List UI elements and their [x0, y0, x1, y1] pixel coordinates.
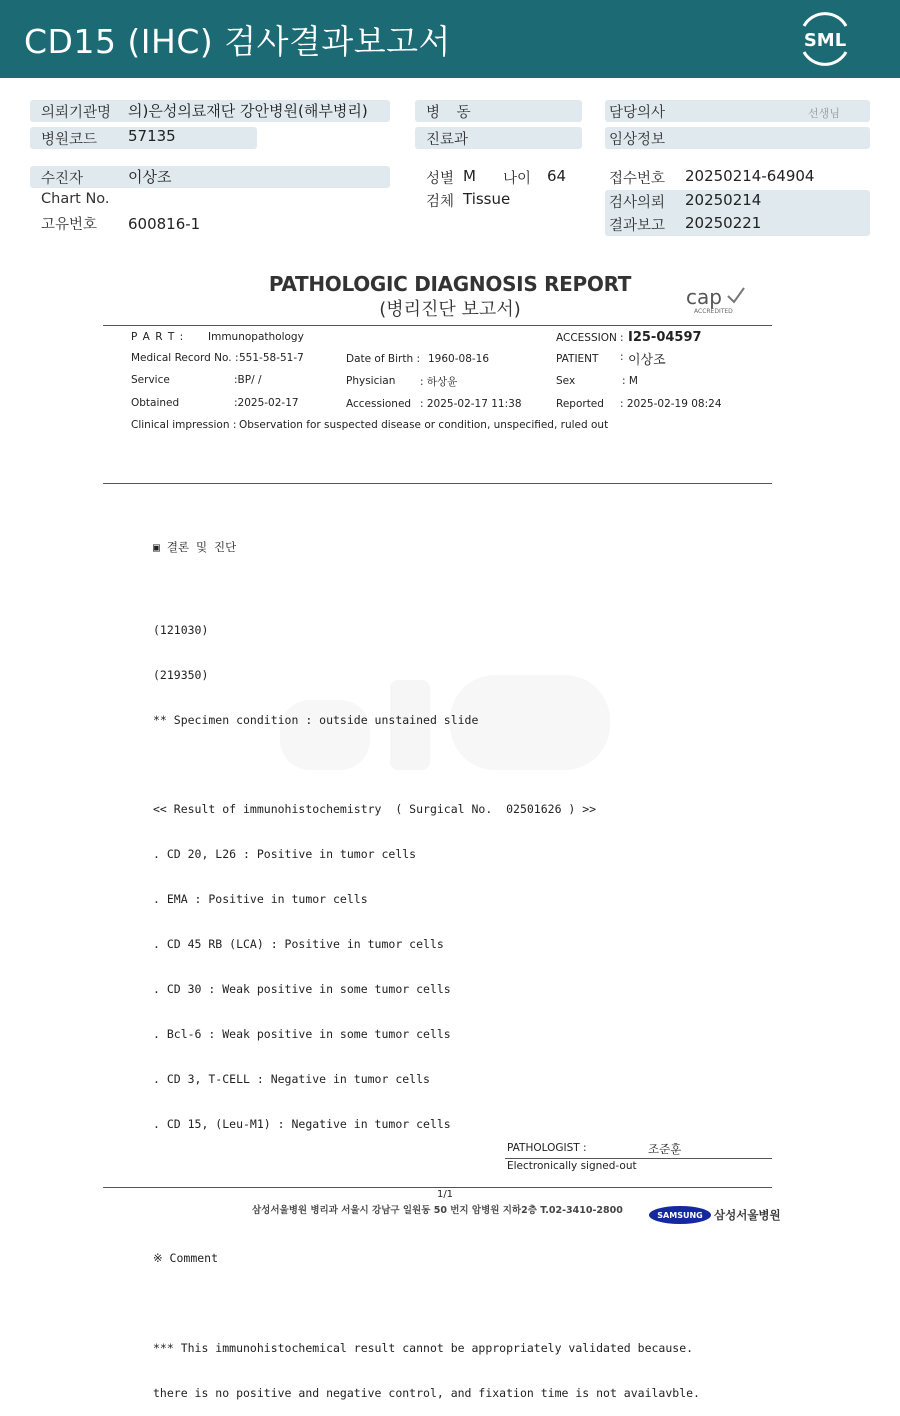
dob-label: Date of Birth :	[346, 353, 420, 365]
institution-label: 의뢰기관명	[41, 105, 112, 121]
body-line	[153, 1296, 700, 1311]
unique-no-value: 600816-1	[128, 215, 201, 233]
physician-label: Physician	[346, 375, 396, 387]
specimen-value: Tissue	[463, 190, 511, 208]
report-sex-label: Sex	[556, 375, 576, 387]
body-line: *** This immunohistochemical result cannot be appropriately validated because.	[153, 1341, 694, 1355]
accession-label: ACCESSION	[556, 332, 617, 344]
cap-accredited-text: ACCREDITED	[694, 308, 733, 315]
report-top-rule	[103, 325, 772, 326]
report-patient-label: PATIENT	[556, 353, 599, 365]
obtained-label: Obtained	[131, 397, 180, 409]
body-line: ▣ 결론 및 진단	[153, 540, 237, 554]
doctor-label: 담당의사	[609, 105, 666, 121]
body-line: . CD 20, L26 : Positive in tumor cells	[153, 847, 417, 861]
pathologist-label: PATHOLOGIST :	[507, 1142, 587, 1154]
patient-row	[30, 166, 390, 188]
body-line: . EMA : Positive in tumor cells	[153, 892, 368, 906]
body-line: (219350)	[153, 668, 209, 682]
request-date-value: 20250214	[685, 191, 762, 209]
institution-value: 의)은성의료재단 강안병원(해부병리)	[128, 102, 368, 120]
body-line	[153, 758, 700, 772]
body-line: ※ Comment	[153, 1251, 219, 1265]
accessioned-label: Accessioned	[346, 398, 412, 410]
hospital-logo-text: 삼성서울병원	[714, 1208, 781, 1222]
samsung-logo-icon	[648, 1204, 712, 1226]
report-header	[0, 0, 900, 78]
sex-label: 성별	[426, 171, 455, 187]
specimen-label: 검체	[426, 194, 455, 210]
body-line: . CD 30 : Weak positive in some tumor cells	[153, 982, 451, 996]
sml-logo-text: SML	[803, 30, 847, 51]
report-subtitle: (병리진단 보고서)	[379, 299, 521, 320]
result-date-label: 결과보고	[609, 218, 666, 234]
hospital-code-value: 57135	[128, 127, 176, 145]
patient-label: 수진자	[41, 171, 84, 187]
body-line: . Bcl-6 : Weak positive in some tumor cells	[153, 1027, 451, 1041]
accessioned-value: : 2025-02-17 11:38	[420, 398, 522, 410]
footer-address: 삼성서울병원 병리과 서울시 강남구 일원동 50 번지 암병원 지하2층 T.02-3410-2800	[252, 1205, 623, 1216]
signature-rule	[505, 1158, 772, 1159]
sml-logo-icon	[796, 12, 854, 66]
cap-accredited-icon	[684, 284, 748, 316]
body-line: . CD 45 RB (LCA) : Positive in tumor cells	[153, 937, 444, 951]
report-mid-rule	[103, 483, 772, 484]
receipt-no-label: 접수번호	[609, 171, 666, 187]
signed-out-text: Electronically signed-out	[507, 1160, 637, 1172]
body-line: there is no positive and negative control, and fixation time is not availavble.	[153, 1386, 700, 1400]
report-sex-value: : M	[622, 375, 638, 387]
mrn-label: Medical Record No. :	[131, 352, 239, 364]
clinical-impression-label: Clinical impression :	[131, 419, 237, 431]
part-label: P A R T :	[131, 331, 185, 343]
unique-no-label: 고유번호	[41, 217, 98, 233]
part-value: Immunopathology	[208, 331, 304, 343]
body-line: << Result of immunohistochemistry ( Surgical No. 02501626 ) >>	[153, 802, 597, 816]
document-title: CD15 (IHC) 검사결과보고서	[24, 22, 451, 61]
dob-value: 1960-08-16	[428, 353, 490, 365]
result-date-value: 20250221	[685, 214, 762, 232]
request-date-label: 검사의뢰	[609, 195, 666, 211]
receipt-no-value: 20250214-64904	[685, 167, 815, 185]
accession-colon: :	[620, 332, 624, 344]
report-patient-colon: :	[620, 351, 624, 363]
chart-no-label: Chart No.	[41, 191, 110, 207]
accession-value: I25-04597	[628, 330, 702, 345]
cap-logo-text: cap	[686, 285, 722, 309]
sex-value: M	[463, 167, 476, 185]
report-title: PATHOLOGIC DIAGNOSIS REPORT	[268, 272, 632, 296]
reported-value: : 2025-02-19 08:24	[620, 398, 722, 410]
patient-value: 이상조	[128, 168, 172, 186]
footer-rule	[103, 1187, 772, 1188]
reported-label: Reported	[556, 398, 604, 410]
mrn-value: 551-58-51-7	[239, 352, 304, 364]
physician-value: : 하상윤	[420, 376, 458, 388]
samsung-logo-text: SAMSUNG	[657, 1211, 703, 1220]
body-line: (121030)	[153, 623, 209, 637]
service-label: Service	[131, 374, 170, 386]
obtained-value: :2025-02-17	[234, 397, 299, 409]
doctor-suffix: 선생님	[808, 107, 840, 120]
body-line: ** Specimen condition : outside unstained slide	[153, 713, 479, 727]
age-value: 64	[547, 167, 567, 185]
ward-label: 병 동	[426, 105, 477, 121]
diagnosis-body	[153, 510, 703, 1416]
pathologist-value: 조준훈	[648, 1142, 682, 1156]
report-patient-value: 이상조	[628, 353, 666, 368]
service-value: :BP/ /	[234, 374, 262, 386]
body-line: . CD 3, T-CELL : Negative in tumor cells	[153, 1072, 430, 1086]
hospital-code-label: 병원코드	[41, 132, 98, 148]
body-line: . CD 15, (Leu-M1) : Negative in tumor cells	[153, 1117, 451, 1131]
department-label: 진료과	[426, 132, 469, 148]
page-number: 1/1	[436, 1189, 454, 1200]
clinical-impression-value: Observation for suspected disease or condition, unspecified, ruled out	[239, 419, 609, 431]
age-label: 나이	[503, 171, 532, 187]
clinical-info-label: 임상정보	[609, 132, 666, 148]
